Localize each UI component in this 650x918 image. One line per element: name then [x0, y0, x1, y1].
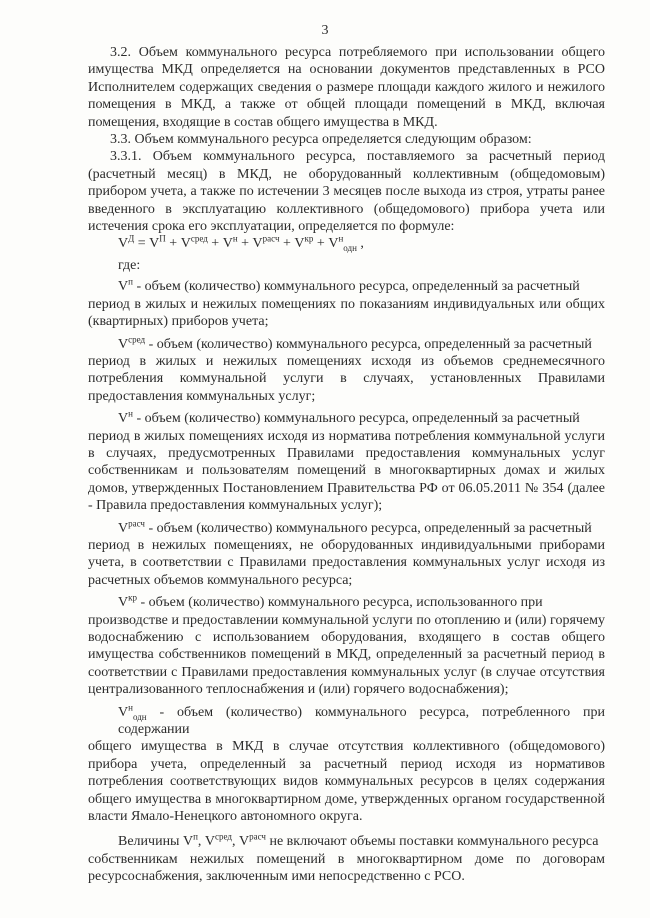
paragraph-3-3: 3.3. Объем коммунального ресурса определяется следующим образом: — [110, 132, 532, 148]
definition-v-kr: $V^{кр}$ - объем (количество) коммунального ресурса, использованного при производстве и предоставлении коммунальной услуги по отоплению и (или) горячему водоснабжению с использованием оборудования, входящего в состав общего имущества собственников помещений в МКД, определенный за расчетный период в соответствии с Правилами предоставления коммунальных услуг (в случае отсутствия централизованного теплоснабжения и (или) горячего водоснабжения); — [88, 592, 605, 698]
paragraph-3-3-1: 3.3.1. Объем коммунального ресурса, поставляемого за расчетный период (расчетный месяц) в МКД, не оборудованный коллективным (общедомовым) прибором учета, а также по истечении 3 месяцев после выхода из строя, утраты ранее введенного в эксплуатацию коллективного (общедомового) прибора учета или истечения срока его эксплуатации, определяется по формуле: — [88, 149, 605, 235]
formula: $V^Д = V^П + V^{сред} + V^н + V^{расч} + V^{кр} + V^н_{одн}$ , — [118, 233, 364, 254]
where-label: где: — [118, 257, 141, 273]
definition-v-n: $V^н$ - объем (количество) коммунального ресурса, определенный за расчетный период в жилых помещениях исходя из норматива потребления коммунальной услуги в случаях, предусмотренных Правилами предоставления коммунальных услуг собственникам и пользователям помещений в многоквартирных домах и жилых домов, утвержденных Постановлением Правительства РФ от 06.05.2011 № 354 (далее - Правила предоставления коммунальных услуг); — [88, 408, 605, 514]
document-body — [88, 44, 605, 886]
definition-v-rasch: $V^{расч}$ - объем (количество) коммунального ресурса, определенный за расчетный период в нежилых помещениях, не оборудованных индивидуальными приборами учета, в соответствии с Правилами предоставления коммунальных услуг исходя из расчетных объемов коммунального ресурса; — [88, 517, 605, 588]
definition-v-n-odn: $V^н_{одн}$ - объем (количество) коммунального ресурса, потребленного при содержании общего имущества в МКД в случае отсутствия коллективного (общедомового) прибора учета, определенный за расчетный период исходя из нормативов потребления соответствующих видов коммунальных ресурсов в целях содержания общего имущества в многоквартирном доме, утвержденных органом государственной власти Ямало-Ненецкого автономного округа. — [88, 701, 605, 825]
final-paragraph: Величины $V^п$, $V^{сред}$, $V^{расч}$ не включают объемы поставки коммунального ресурса собственникам нежилых помещений в многоквартирном доме по договорам ресурсоснабжения, заключенным ими непосредственно с РСО. — [88, 831, 605, 885]
paragraph-3-2: 3.2. Объем коммунального ресурса потребляемого при использовании общего имущества МКД определяется на основании документов представленных в РСО Исполнителем содержащих сведения о размере площади каждого жилого и нежилого помещения в МКД, а также от общей площади помещений в МКД, включая помещения, входящие в состав общего имущества в МКД. — [88, 45, 605, 130]
page-number: 3 — [321, 23, 329, 38]
definition-v-sred: $V^{сред}$ - объем (количество) коммунального ресурса, определенный за расчетный период в жилых и нежилых помещениях исходя из объемов среднемесячного потребления коммунальной услуги в случаях, установленных Правилами предоставления коммунальных услуг; — [88, 333, 605, 404]
definition-v-p: $V^п$ - объем (количество) коммунального ресурса, определенный за расчетный период в жилых и нежилых помещениях по показаниям индивидуальных или общих (квартирных) приборов учета; — [88, 276, 605, 330]
